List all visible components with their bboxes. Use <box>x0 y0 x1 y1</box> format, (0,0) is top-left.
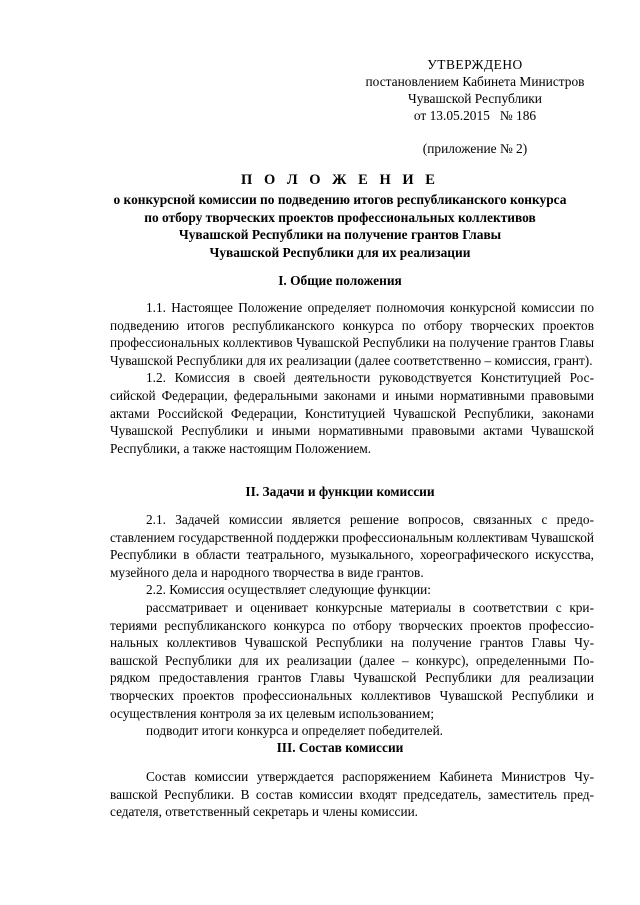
title-line: Чувашской Республики на получение грантов Главы <box>178 227 502 242</box>
paragraph: 2.2. Комиссия осуществляет следующие функции: <box>146 582 431 598</box>
title-main: П О Л О Ж Е Н И Е <box>241 172 439 188</box>
section-body-composition <box>110 768 594 821</box>
section-heading-tasks: II. Задачи и функции комиссии <box>245 484 435 499</box>
title-line: о конкурсной комиссии по подведению итогов республиканского конкурса <box>113 192 567 207</box>
approval-heading: УТВЕРЖДЕНО <box>427 57 523 72</box>
section-heading-composition: III. Состав комиссии <box>276 740 404 755</box>
approval-line-1: постановлением Кабинета Министров <box>365 74 585 89</box>
paragraph: 1.2. Комиссия в своей деятельности руководствуется Конституцией Российской Федерации, федеральными законами и иными нормативными правовыми актами Российской Федерации, Конституцией Чувашской Республики, законами Чувашской Республики и иными нормативными правовыми актами Чувашской Республики, а также настоящим Положением. <box>110 370 594 456</box>
paragraph: рассматривает и оценивает конкурсные материалы в соответствии с критериями республиканского конкурса по отбору творческих проектов профессиональных коллективов Чувашской Республики на получение грантов Главы Чувашской Республики для их реализации (далее – конкурс), определенными Порядком предоставления грантов Главы Чувашской Республики для реализации творческих проектов профессиональных коллективов Чувашской Республики и осуществления контроля за их целевым использованием; <box>110 599 594 721</box>
approval-line-2: Чувашской Республики <box>408 91 542 106</box>
paragraph: подводит итоги конкурса и определяет победителей. <box>146 723 444 739</box>
approval-line-3: от 13.05.2015 № 186 <box>413 108 537 123</box>
paragraph: Состав комиссии утверждается распоряжением Кабинета Министров Чувашской Республики. В состав комиссии входят председатель, заместитель председателя, ответственный секретарь и члены комиссии. <box>110 769 594 820</box>
appendix-note: (приложение № 2) <box>422 141 528 156</box>
title-line: Чувашской Республики для их реализации <box>209 244 471 260</box>
section-heading-general: I. Общие положения <box>278 273 402 288</box>
section-body-tasks <box>110 511 594 740</box>
paragraph: 2.1. Задачей комиссии является решение вопросов, связанных с предоставлением государственной поддержки профессиональным коллективам Чувашской Республики в области театрального, музыкального, хореографического искусства, музейного дела и народного творчества в виде грантов. <box>110 512 594 580</box>
section-body-general <box>110 299 594 457</box>
paragraph: 1.1. Настоящее Положение определяет полномочия конкурсной комиссии по подведению итогов республиканского конкурса по отбору творческих проектов профессиональных коллективов Чувашской Республики на получение грантов Главы Чувашской Республики для их реализации (далее соответственно – комиссия, грант). <box>110 300 594 368</box>
approval-stamp <box>330 56 620 124</box>
title-line: по отбору творческих проектов профессиональных коллективов <box>144 209 536 225</box>
document-title <box>70 171 610 261</box>
